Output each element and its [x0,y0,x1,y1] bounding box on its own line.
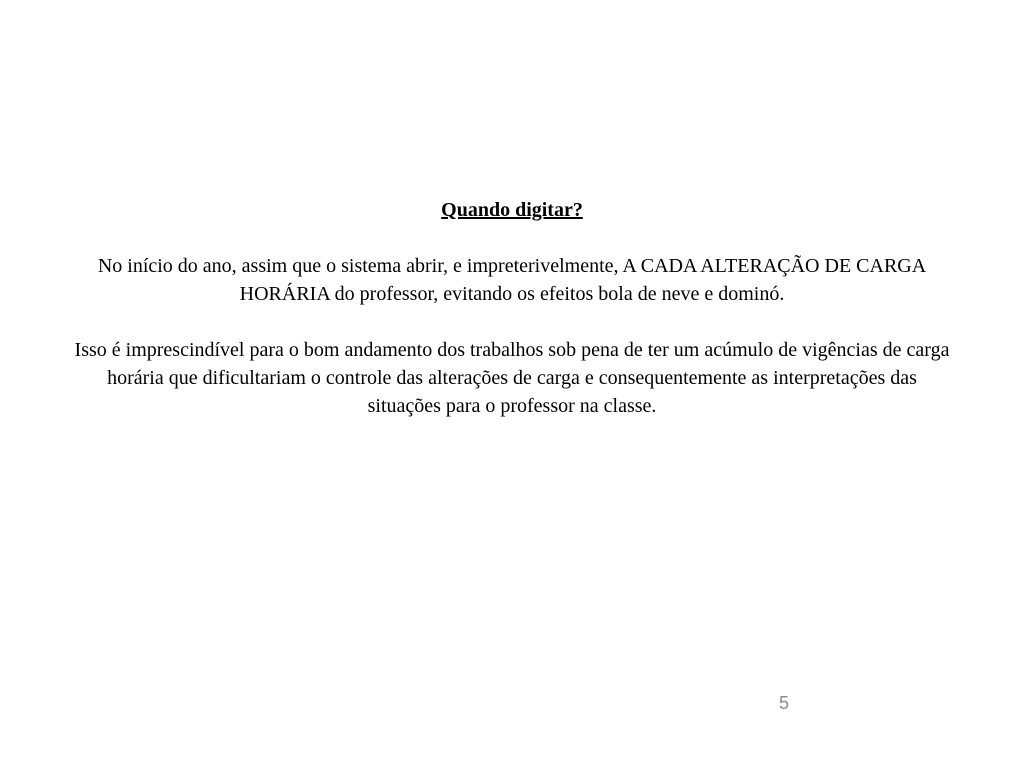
slide-text-box [70,196,954,420]
paragraph-importance: Isso é imprescindível para o bom andamento dos trabalhos sob pena de ter um acúmulo de vigências de carga horária que dificultariam o controle das alterações de carga e consequentemente as interpretações das situações para o professor na classe. [74,339,950,417]
spacer [70,224,954,252]
slide-heading: Quando digitar? [441,199,583,221]
spacer [70,308,954,336]
paragraph-start-of-year: No início do ano, assim que o sistema abrir, e impreterivelmente, A CADA ALTERAÇÃO DE CARGA HORÁRIA do professor, evitando os efeitos bola de neve e dominó. [97,255,927,305]
page-number: 5 [778,693,789,713]
